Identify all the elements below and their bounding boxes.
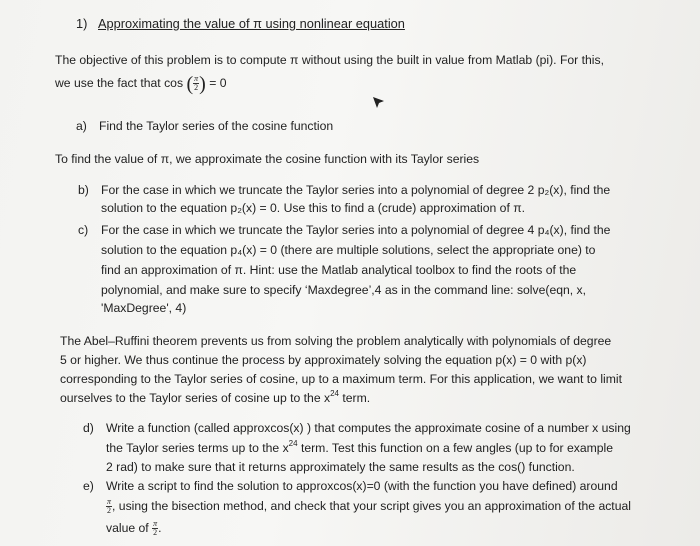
item-a-label: a) (76, 119, 87, 133)
abel-line-3: corresponding to the Taylor series of cosine, up to a maximum term. For this application, we want to limit (60, 372, 622, 386)
item-c-line-1: For the case in which we truncate the Taylor series into a polynomial of degree 4 p₄(x), find the (101, 223, 611, 237)
item-c-label: c) (78, 223, 89, 237)
intro-line-2: we use the fact that cos ( $\frac{\pi}{2}$ ) = 0 (55, 72, 227, 95)
item-d-line-3: 2 rad) to make sure that it returns approximately the same results as the cos() function. (106, 460, 575, 474)
taylor-intro: To find the value of π, we approximate the cosine function with its Taylor series (55, 152, 480, 166)
intro-line-2-text: we use the fact that cos (55, 76, 184, 90)
item-b-line-1: For the case in which we truncate the Taylor series into a polynomial of degree 2 p₂(x), find the (101, 183, 611, 197)
item-c-line-3: find an approximation of π. Hint: use the Matlab analytical toolbox to find the roots of the (101, 263, 577, 277)
problem-number: 1) (76, 16, 88, 31)
item-c-line-4: polynomial, and make sure to specify ‘Maxdegree’,4 as in the command line: solve(eqn, x, (101, 283, 587, 297)
item-a-text: Find the Taylor series of the cosine function (99, 119, 334, 133)
mouse-pointer-icon (372, 96, 386, 110)
abel-line-4: ourselves to the Taylor series of cosine up to the $x^{24}$ term. (60, 389, 371, 405)
item-e-line-2: $\frac{\pi}{2}$ , using the bisection method, and check that your script gives you an approximation of the actual (107, 497, 631, 516)
item-d-label: d) (83, 421, 94, 435)
item-d-line-2: the Taylor series terms up to the $x^{24}$ term. Test this function on a few angles (up to for example (106, 439, 614, 455)
item-b-label: b) (78, 183, 89, 197)
abel-line-2: 5 or higher. We thus continue the process by approximately solving the equation p(x) = 0 with p(x) (60, 353, 587, 367)
item-b-line-2: solution to the equation p₂(x) = 0. Use this to find a (crude) approximation of π. (101, 201, 526, 215)
item-d-line-1: Write a function (called approxcos(x) ) that computes the approximate cosine of a number x using (106, 421, 631, 435)
intro-equals-zero: = 0 (209, 76, 227, 90)
abel-line-1: The Abel–Ruffini theorem prevents us from solving the problem analytically with polynomials of degree (60, 334, 612, 348)
problem-title: Approximating the value of π using nonlinear equation (98, 16, 405, 31)
intro-line-1: The objective of this problem is to compute π without using the built in value from Matlab (pi). For this, (55, 53, 604, 67)
item-c-line-5: 'MaxDegree', 4) (101, 301, 187, 315)
pi-over-2-fraction: $\frac{\pi}{2}$ (107, 497, 112, 516)
item-e-line-3: value of $\frac{\pi}{2}$ . (106, 519, 162, 538)
item-e-label: e) (83, 479, 94, 493)
item-e-line-1: Write a script to find the solution to approxcos(x)=0 (with the function you have defined) around (106, 479, 618, 493)
pi-over-2-fraction: $\frac{\pi}{2}$ (194, 74, 199, 93)
pi-over-2-fraction: $\frac{\pi}{2}$ (153, 519, 158, 538)
item-c-line-2: solution to the equation p₄(x) = 0 (there are multiple solutions, select the appropriate one) to (101, 243, 596, 257)
